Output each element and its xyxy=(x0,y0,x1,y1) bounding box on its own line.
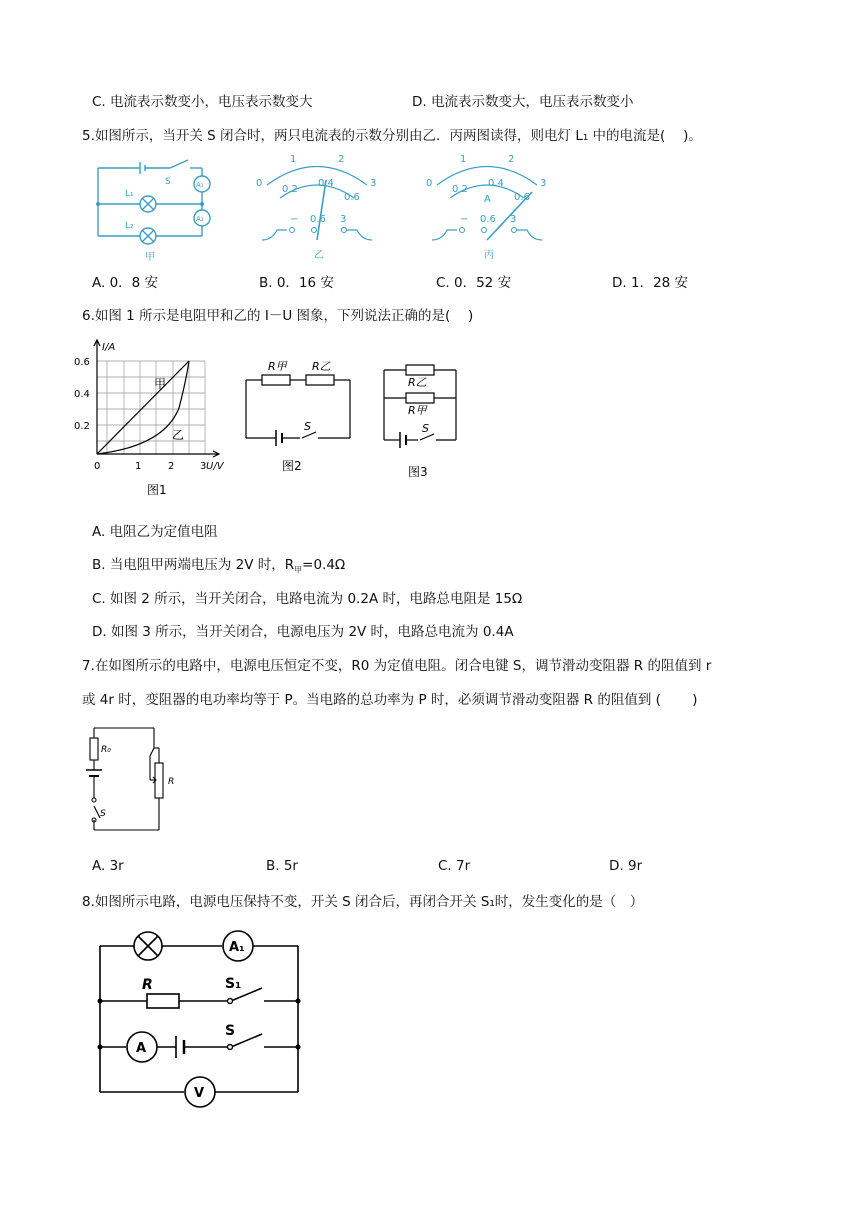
q6-fig3-r-yi-label: R乙 xyxy=(408,376,427,389)
q5-bing-p3: 3 xyxy=(510,214,517,225)
q6-graph-y-tick-02: 0.2 xyxy=(74,421,90,432)
q5-circuit-jia xyxy=(90,156,220,266)
q5-yi-tick-04: 0.4 xyxy=(318,178,334,189)
q5-bing-tick-2: 2 xyxy=(508,154,515,165)
q5-bing-neg: − xyxy=(460,214,469,225)
q6-fig3-r-jia-label: R甲 xyxy=(408,404,427,417)
q6-option-b-text: B. 当电阻甲两端电压为 2V 时，R xyxy=(92,557,295,573)
q5-jia-l1-label: L₁ xyxy=(125,189,134,199)
q8-ammeter-a1-label: A₁ xyxy=(229,940,245,955)
q5-bing-tick-04: 0.4 xyxy=(488,178,504,189)
q6-fig2-r-yi-label: R乙 xyxy=(312,360,331,373)
q7-option-a: A. 3r xyxy=(92,858,124,874)
q8-voltmeter-label: V xyxy=(194,1086,205,1101)
q5-bing-tick-1: 1 xyxy=(460,154,467,165)
q6-iu-graph xyxy=(74,336,234,501)
q6-graph-y-tick-04: 0.4 xyxy=(74,389,90,400)
q6-graph-yi-label: 乙 xyxy=(172,428,185,442)
q5-ammeter-yi xyxy=(252,150,382,265)
q6-stem: 6.如图 1 所示是电阻甲和乙的 I－U 图象，下列说法正确的是( ) xyxy=(82,308,474,324)
q5-yi-p06: 0.6 xyxy=(310,214,326,225)
q5-option-d: D. 1．28 安 xyxy=(612,275,689,291)
q6-option-c: C. 如图 2 所示，当开关闭合，电路电流为 0.2A 时，电路总电阻是 15Ω xyxy=(92,591,523,607)
q6-graph-x-tick-0: 0 xyxy=(94,461,101,472)
q5-yi-tick-0: 0 xyxy=(256,178,263,189)
q6-option-b-value: =0.4Ω xyxy=(302,557,346,573)
q5-fig-yi-caption: 乙 xyxy=(314,250,324,261)
q5-ammeter-bing xyxy=(422,150,552,265)
q6-graph-x-tick-3: 3 xyxy=(200,461,207,472)
q6-option-a: A. 电阻乙为定值电阻 xyxy=(92,524,218,540)
q8-circuit xyxy=(92,924,307,1114)
q6-graph-y-axis-label: I/A xyxy=(102,342,116,353)
q8-stem: 8.如图所示电路，电源电压保持不变，开关 S 闭合后，再闭合开关 S₁时，发生变化的是（ ） xyxy=(82,894,644,910)
q6-graph-x-tick-1: 1 xyxy=(135,461,142,472)
q5-bing-tick-06: 0.6 xyxy=(514,192,530,203)
q7-r0-label: R₀ xyxy=(101,745,111,755)
q7-s-label: S xyxy=(100,809,106,819)
q7-r-label: R xyxy=(168,777,175,787)
q5-fig-bing-caption: 丙 xyxy=(484,250,494,261)
q8-ammeter-a-label: A xyxy=(136,1041,147,1056)
q7-option-b: B. 5r xyxy=(266,858,298,874)
q5-stem: 5.如图所示，当开关 S 闭合时，两只电流表的示数分别由乙．丙两图读得，则电灯 L₁ 中的电流是( )。 xyxy=(82,128,702,144)
q5-option-c: C. 0．52 安 xyxy=(436,275,512,291)
q8-r-label: R xyxy=(142,977,153,993)
q5-option-b: B. 0．16 安 xyxy=(259,275,334,291)
q6-fig2-switch-label: S xyxy=(304,420,311,433)
q5-jia-l2-label: L₂ xyxy=(125,221,134,231)
q5-bing-unit: A xyxy=(484,194,491,205)
q5-jia-a1-label: A₁ xyxy=(196,181,204,189)
q5-fig-jia-caption: 甲 xyxy=(145,252,155,263)
q5-yi-tick-02: 0.2 xyxy=(282,184,298,195)
q6-option-d: D. 如图 3 所示，当开关闭合，电源电压为 2V 时，电路总电流为 0.4A xyxy=(92,624,514,640)
q5-bing-tick-3: 3 xyxy=(540,178,547,189)
q6-fig3-parallel-circuit xyxy=(378,358,468,483)
q6-fig3-switch-label: S xyxy=(422,422,429,435)
q5-yi-tick-1: 1 xyxy=(290,154,297,165)
q6-fig2-caption: 图2 xyxy=(282,459,302,473)
q5-bing-tick-02: 0.2 xyxy=(452,184,468,195)
q6-graph-y-tick-06: 0.6 xyxy=(74,357,90,368)
q5-jia-s-label: S xyxy=(165,177,171,187)
q5-bing-tick-0: 0 xyxy=(426,178,433,189)
q5-yi-p3: 3 xyxy=(340,214,347,225)
q7-circuit xyxy=(84,718,189,843)
q6-graph-jia-label: 甲 xyxy=(154,377,167,391)
q4-option-c: C. 电流表示数变小，电压表示数变大 xyxy=(92,94,313,110)
q5-yi-neg: − xyxy=(290,214,299,225)
q8-s1-label: S₁ xyxy=(225,976,242,992)
q6-fig2-r-jia-label: R甲 xyxy=(268,360,287,373)
q6-fig1-caption: 图1 xyxy=(147,483,167,497)
q8-s-label: S xyxy=(225,1023,236,1039)
q5-yi-tick-06: 0.6 xyxy=(344,192,360,203)
q5-option-a: A. 0．8 安 xyxy=(92,275,159,291)
q4-option-d: D. 电流表示数变大，电压表示数变小 xyxy=(412,94,634,110)
q6-graph-x-tick-2: 2 xyxy=(168,461,175,472)
q7-stem-line2: 或 4r 时，变阻器的电功率均等于 P。当电路的总功率为 P 时，必须调节滑动变阻器 R 的阻值到 ( ) xyxy=(82,692,698,708)
q7-stem-line1: 7.在如图所示的电路中，电源电压恒定不变，R0 为定值电阻。闭合电键 S，调节滑动变阻器 R 的阻值到 r xyxy=(82,658,712,674)
q5-yi-tick-2: 2 xyxy=(338,154,345,165)
q5-yi-tick-3: 3 xyxy=(370,178,377,189)
q7-option-d: D. 9r xyxy=(609,858,643,874)
q6-option-b-subscript: 甲 xyxy=(294,565,303,575)
q6-fig3-caption: 图3 xyxy=(408,465,428,479)
q5-bing-p06: 0.6 xyxy=(480,214,496,225)
q6-fig2-series-circuit xyxy=(240,358,360,478)
q5-jia-a2-label: A₂ xyxy=(196,215,204,223)
q6-option-b xyxy=(92,553,345,576)
q7-option-c: C. 7r xyxy=(438,858,471,874)
q6-graph-x-axis-label: U/V xyxy=(206,461,224,472)
